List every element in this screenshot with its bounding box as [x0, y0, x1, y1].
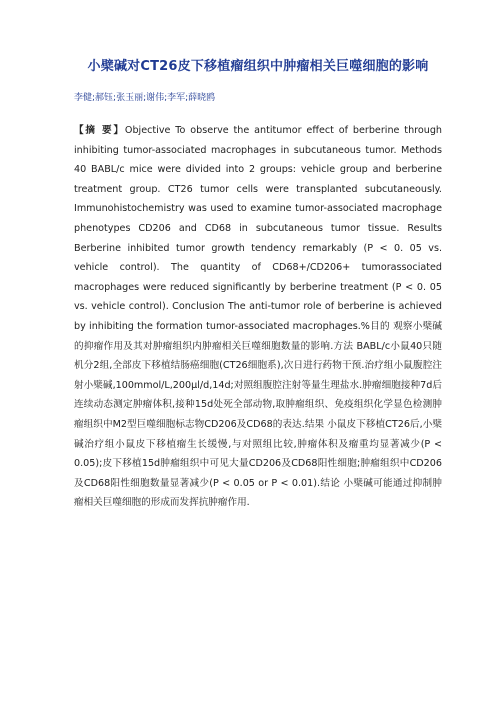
abstract-label: 【摘 要】 [74, 125, 125, 136]
abstract-paragraph [74, 121, 442, 513]
abstract-text: Objective To observe the antitumor effect of berberine through inhibiting tumor-associated macrophages in subcutaneous tumor. Methods 40 BABL/c mice were divided into 2 groups: vehicle group and berberine treatment group. CT26 tumor cells were transplanted subcutaneously. Immunohistochemistry was used to examine tumor-associated macrophage phenotypes CD206 and CD68 in subcutaneous tumor tissue. Results Berberine inhibited tumor growth tendency remarkably (P < 0. 05 vs. vehicle control). The quantity of CD68+/CD206+ tumorassociated macrophages were reduced significantly by berberine treatment (P < 0. 05 vs. vehicle control). Conclusion The anti-tumor role of berberine is achieved by inhibiting the formation tumor-associated macrophages.%目的 观察小檗碱的抑瘤作用及其对肿瘤组织内肿瘤相关巨噬细胞数量的影响.方法 BABL/c小鼠40只随机分2组,全部皮下移植结肠癌细胞(CT26细胞系),次日进行药物干预.治疗组小鼠腹腔注射小檗碱,100mmol/L,200μl/d,14d;对照组腹腔注射等量生理盐水.肿瘤细胞接种7d后连续动态测定肿瘤体积,接种15d处死全部动物,取肿瘤组织、免疫组织化学显色检测肿瘤组织中M2型巨噬细胞标志物CD206及CD68的表达.结果 小鼠皮下移植CT26后,小檗碱治疗组小鼠皮下移植瘤生长缓慢,与对照组比较,肿瘤体积及瘤重均显著减少(P < 0.05);皮下移植15d肿瘤组织中可见大量CD206及CD68阳性细胞;肿瘤组织中CD206及CD68阳性细胞数量显著减少(P < 0.05 or P < 0.01).结论 小檗碱可能通过抑制肿瘤相关巨噬细胞的形成而发挥抗肿瘤作用. [74, 125, 443, 509]
paper-title: 小檗碱对CT26皮下移植瘤组织中肿瘤相关巨噬细胞的影响 [87, 59, 429, 74]
author-list: 李健;郝钰;张玉丽;谢伟;李军;薛晓鸥 [74, 93, 216, 103]
document-page [0, 58, 502, 707]
